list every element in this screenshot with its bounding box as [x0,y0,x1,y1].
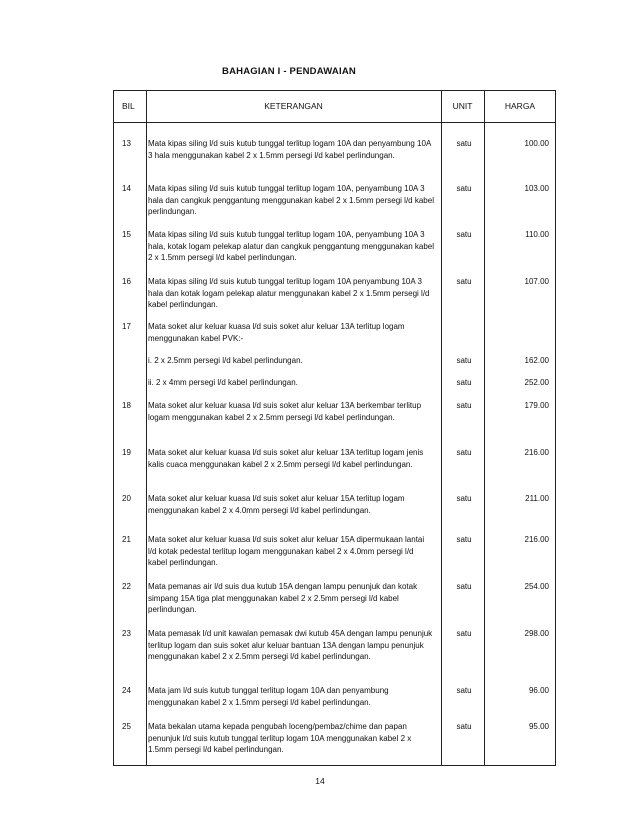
row-description: Mata kipas siling l/d suis kutub tunggal terlitup logam 10A, penyambung 10A 3 hala, kotak logam pelekap alatur dan cangkuk penggantung menggunakan kabel 2 x 1.5mm persegi l/d kabel perlindungan. [148,230,434,262]
row-number: 21 [122,535,131,544]
row-description: Mata soket alur keluar kuasa l/d suis soket alur keluar 13A terlitup logam jenis kalis cuaca menggunakan kabel 2 x 2.5mm persegi l/d kabel perlindungan. [148,448,424,469]
header-unit: UNIT [452,101,473,111]
row-number: 13 [122,139,131,148]
row-unit: satu [456,230,472,239]
row-unit: satu [456,184,472,193]
row-description: Mata kipas siling l/d suis kutub tunggal terlitup logam 10A dan penyambung 10A 3 hala menggunakan kabel 2 x 1.5mm persegi l/d kabel perlindungan. [148,139,431,160]
row-unit: satu [456,401,472,410]
row-unit: satu [456,494,472,503]
row-description: Mata kipas siling l/d suis kutub tunggal terlitup logam 10A penyambung 10A 3 hala dan kotak logam pelekap alatur menggunakan kabel 2 x 1.5mm persegi l/d kabel perlindungan. [148,277,430,309]
row-number: 22 [122,582,131,591]
row-unit: satu [456,356,472,365]
row-unit: satu [456,629,472,638]
row-description: Mata soket alur keluar kuasa l/d suis soket alur keluar 13A berkembar terlitup logam menggunakan kabel 2 x 2.5mm persegi l/d kabel perlindungan. [148,401,422,422]
header-bil: BIL [122,101,135,111]
header-harga: HARGA [504,101,536,111]
row-price: 100.00 [524,139,549,148]
row-description: Mata pemanas air l/d suis dua kutub 15A dengan lampu penunjuk dan kotak simpang 15A tiga plat menggunakan kabel 2 x 2.5mm persegi l/d kabel perlindungan. [148,582,418,614]
row-price: 254.00 [524,582,549,591]
row-description: Mata kipas siling l/d suis kutub tunggal terlitup logam 10A, penyambung 10A 3 hala dan cangkuk penggantung menggunakan kabel 2 x 1.5mm persegi l/d kabel perlindungan. [148,184,434,216]
row-unit: satu [456,277,472,286]
header-keterangan: KETERANGAN [264,101,323,111]
row-unit: satu [456,722,472,731]
row-description: Mata soket alur keluar kuasa l/d suis soket alur keluar 13A terlitup logam menggunakan kabel PVK:- [148,322,405,343]
row-price: 107.00 [524,277,549,286]
row-number: 25 [122,722,131,731]
page-number: 14 [315,776,325,786]
row-number: 17 [122,322,131,331]
row-unit: satu [456,139,472,148]
header-divider [114,122,555,123]
row-price: 298.00 [524,629,549,638]
column-divider [146,91,147,765]
row-number: 16 [122,277,131,286]
row-number: 18 [122,401,131,410]
row-number: 15 [122,230,131,239]
row-price: 110.00 [525,230,549,239]
row-description: Mata soket alur keluar kuasa l/d suis soket alur keluar 15A dipermukaan lantai l/d kotak pedestal terlitup logam menggunakan kabel 2 x 4.0mm persegi l/d kabel perlindungan. [148,535,425,567]
price-table [113,90,556,766]
row-unit: satu [456,686,472,695]
row-number: 24 [122,686,131,695]
row-price: 103.00 [524,184,549,193]
row-number: 20 [122,494,131,503]
row-description: Mata soket alur keluar kuasa l/d suis soket alur keluar 15A terlitup logam menggunakan kabel 2 x 4.0mm persegi l/d kabel perlindungan. [148,494,405,515]
section-title: BAHAGIAN I - PENDAWAIAN [222,66,356,77]
row-description: ii. 2 x 4mm persegi l/d kabel perlindungan. [148,378,298,387]
column-divider [441,91,442,765]
row-unit: satu [456,448,472,457]
row-price: 252.00 [524,378,549,387]
column-divider [484,91,485,765]
row-price: 179.00 [524,401,549,410]
row-price: 162.00 [524,356,549,365]
row-number: 23 [122,629,131,638]
row-unit: satu [456,535,472,544]
row-price: 216.00 [524,535,549,544]
row-price: 95.00 [528,722,549,731]
row-unit: satu [456,378,472,387]
row-number: 19 [122,448,131,457]
row-number: 14 [122,184,131,193]
row-price: 211.00 [525,494,549,503]
row-unit: satu [456,582,472,591]
row-price: 216.00 [524,448,549,457]
row-description: Mata jam l/d suis kutub tunggal terlitup logam 10A dan penyambung menggunakan kabel 2 x 1.5mm persegi l/d kabel perlindungan. [148,686,389,707]
row-description: Mata bekalan utama kepada pengubah loceng/pembaz/chime dan papan penunjuk l/d suis kutub tunggal terlitup logam 10A menggunakan kabel 2 x 1.5mm persegi l/d kabel perlindungan. [148,722,412,754]
row-description: i. 2 x 2.5mm persegi l/d kabel perlindungan. [148,356,303,365]
row-price: 96.00 [528,686,549,695]
row-description: Mata pemasak l/d unit kawalan pemasak dwi kutub 45A dengan lampu penunjuk terlitup logam dan suis soket alur keluar bantuan 13A dengan lampu penunjuk menggunakan kabel 2 x 2.5mm persegi l/d kabel perlindungan. [148,629,433,661]
